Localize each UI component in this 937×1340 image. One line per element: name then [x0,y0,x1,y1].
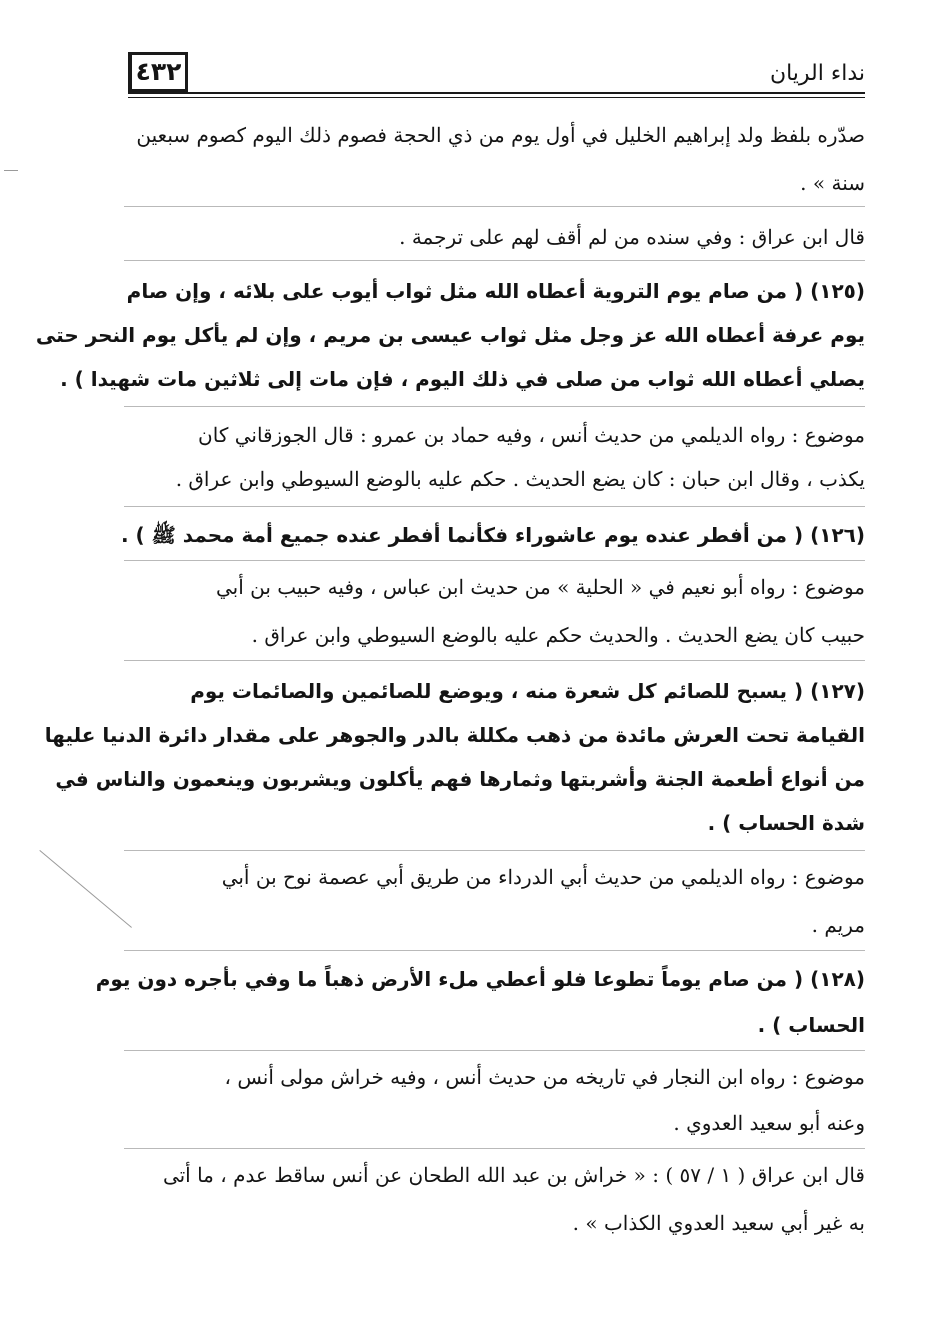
hadith-125-line: يوم عرفة أعطاه الله عز وجل مثل ثواب عيسى بن مريم ، وإن لم يأكل يوم النحر حتى [35,323,865,347]
ruling-line: حبيب كان يضع الحديث . والحديث حكم عليه بالوضع السيوطي وابن عراق . [251,623,865,647]
paragraph-divider [124,206,865,207]
paragraph-divider [124,1148,865,1149]
scan-artifact-line [4,170,18,171]
ruling-line: موضوع : رواه ابن النجار في تاريخه من حديث أنس ، وفيه خراش مولى أنس ، [224,1065,865,1089]
paragraph-divider [124,506,865,507]
paragraph-divider [124,850,865,851]
text-line: قال ابن عراق : وفي سنده من لم أقف لهم على ترجمة . [399,225,865,249]
hadith-125-line: (١٢٥) ( من صام يوم التروية أعطاه الله مثل ثواب أيوب على بلائه ، وإن صام [126,279,865,303]
paragraph-divider [124,1050,865,1051]
citation-line: به غير أبي سعيد العدوي الكذاب » . [572,1211,865,1235]
paragraph-divider [124,950,865,951]
page-number: ٤٣٢ [128,52,188,92]
paragraph-divider [124,560,865,561]
ruling-line: موضوع : رواه أبو نعيم في « الحلية » من حديث ابن عباس ، وفيه حبيب بن أبي [215,575,865,599]
paragraph-divider [124,406,865,407]
hadith-127-line: من أنواع أطعمة الجنة وأشربتها وثمارها فهم يأكلون ويشربون وينعمون والناس في [55,767,865,791]
scan-artifact-line [39,850,132,928]
ruling-line: موضوع : رواه الديلمي من حديث أبي الدرداء من طريق أبي عصمة نوح بن أبي [221,865,865,889]
paragraph-divider [124,260,865,261]
ruling-line: يكذب ، وقال ابن حبان : كان يضع الحديث . حكم عليه بالوضع السيوطي وابن عراق . [175,467,865,491]
paragraph-divider [124,660,865,661]
hadith-128-line: (١٢٨) ( من صام يوماً تطوعا فلو أعطي ملء الأرض ذهباً ما وفي بأجره دون يوم [95,967,865,991]
text-line: سنة » . [800,171,865,195]
hadith-125-line: يصلي أعطاه الله ثواب من صلى في ذلك اليوم ، فإن مات إلى ثلاثين مات شهيدا ) . [60,367,865,391]
ruling-line: مريم . [811,913,865,937]
citation-line: قال ابن عراق ( ١ / ٥٧ ) : « خراش بن عبد الله الطحان عن أنس ساقط عدم ، ما أتى [162,1163,865,1187]
running-head-title: نداء الريان [769,61,865,86]
ruling-line: وعنه أبو سعيد العدوي . [673,1111,865,1135]
hadith-126-line: (١٢٦) ( من أفطر عنده يوم عاشوراء فكأنما أفطر عنده جميع أمة محمد ﷺ ) . [120,523,865,547]
hadith-127-line: (١٢٧) ( يسبح للصائم كل شعرة منه ، ويوضع للصائمين والصائمات يوم [190,679,865,703]
ruling-line: موضوع : رواه الديلمي من حديث أنس ، وفيه حماد بن عمرو : قال الجوزقاني كان [198,423,865,447]
text-line: صدّره بلفظ ولد إبراهيم الخليل في أول يوم من ذي الحجة فصوم ذلك اليوم كصوم سبعين [136,123,865,147]
hadith-127-line: شدة الحساب ) . [707,811,865,835]
header-rule [128,92,865,98]
hadith-128-line: الحساب ) . [757,1013,865,1037]
hadith-127-line: القيامة تحت العرش مائدة من ذهب مكللة بالدر والجوهر على مقدار دائرة الدنيا عليها [44,723,865,747]
